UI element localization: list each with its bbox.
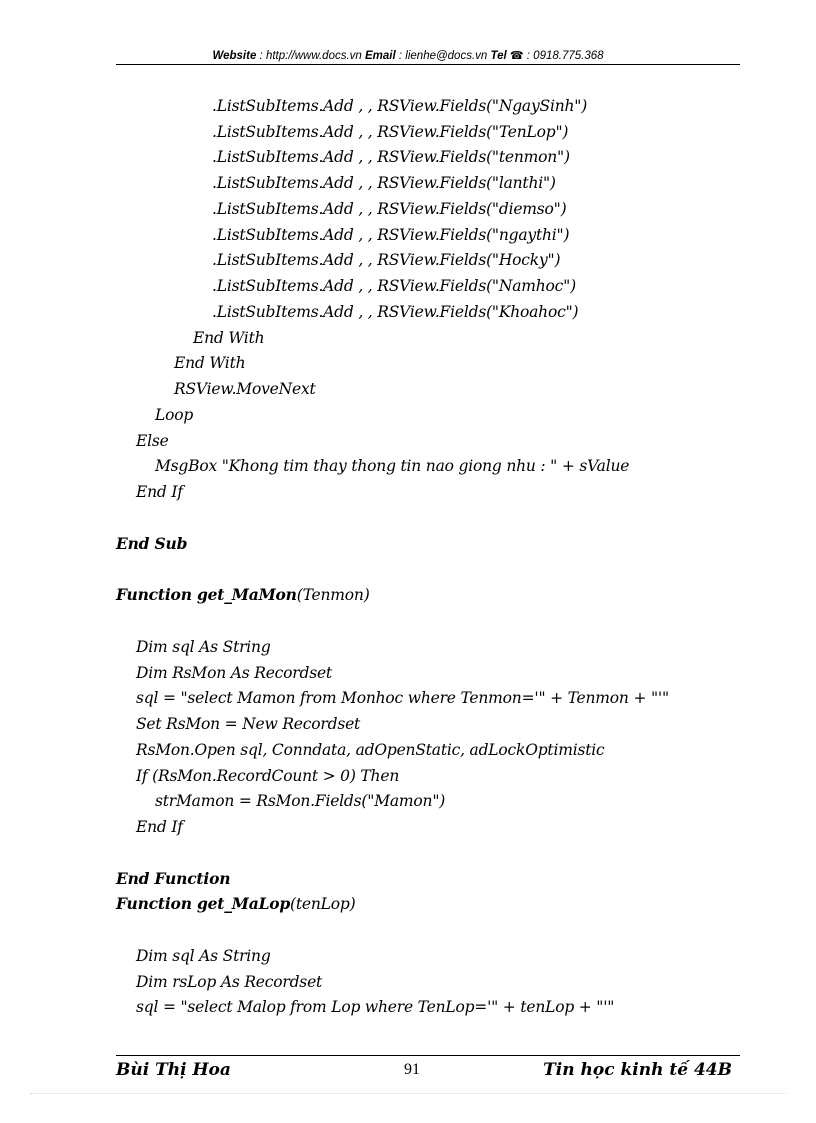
- footer-course: Tin học kinh tế 44B: [543, 1060, 732, 1080]
- code-line: .ListSubItems.Add , , RSView.Fields("NgaySinh"): [212, 97, 588, 115]
- code-line: Else: [136, 432, 169, 450]
- code-line: Dim RsMon As Recordset: [136, 664, 332, 682]
- function-params: (Tenmon): [296, 586, 370, 604]
- code-line: End With: [193, 329, 265, 347]
- email-value: : lienhe@docs.vn: [395, 50, 491, 62]
- code-line: strMamon = RsMon.Fields("Mamon"): [155, 792, 446, 810]
- code-line: End If: [136, 483, 183, 501]
- code-line: .ListSubItems.Add , , RSView.Fields("Khoahoc"): [212, 303, 579, 321]
- code-line: .ListSubItems.Add , , RSView.Fields("tenmon"): [212, 148, 570, 166]
- function-signature: [116, 585, 370, 605]
- page-bottom-divider: [30, 1093, 786, 1094]
- tel-value: : 0918.775.368: [523, 50, 604, 62]
- page-header: [0, 49, 816, 62]
- function-name: Function get_MaMon: [116, 585, 297, 604]
- code-line: RsMon.Open sql, Conndata, adOpenStatic, adLockOptimistic: [136, 741, 605, 759]
- code-line: End If: [136, 818, 183, 836]
- tel-label: Tel: [490, 50, 507, 62]
- code-line: End With: [174, 354, 246, 372]
- code-line: Dim sql As String: [136, 947, 271, 965]
- code-line: sql = "select Malop from Lop where TenLop='" + tenLop + "'": [136, 998, 615, 1016]
- code-line: .ListSubItems.Add , , RSView.Fields("ngaythi"): [212, 226, 570, 244]
- header-rule: [116, 64, 740, 65]
- code-line: If (RsMon.RecordCount > 0) Then: [136, 767, 400, 785]
- website-value: : http://www.docs.vn: [256, 50, 366, 62]
- code-line: .ListSubItems.Add , , RSView.Fields("diemso"): [212, 200, 567, 218]
- function-params: (tenLop): [290, 895, 356, 913]
- function-name: Function get_MaLop: [116, 894, 291, 913]
- code-line: Dim rsLop As Recordset: [136, 973, 323, 991]
- email-label: Email: [365, 50, 396, 62]
- footer-author: Bùi Thị Hoa: [116, 1060, 231, 1080]
- footer-rule: [116, 1055, 740, 1056]
- code-line: Loop: [155, 406, 194, 424]
- code-line: .ListSubItems.Add , , RSView.Fields("Namhoc"): [212, 277, 576, 295]
- end-sub-keyword: End Sub: [116, 534, 188, 553]
- page-number: 91: [404, 1061, 420, 1078]
- code-line: RSView.MoveNext: [174, 380, 316, 398]
- code-line: sql = "select Mamon from Monhoc where Tenmon='" + Tenmon + "'": [136, 689, 669, 707]
- end-function-keyword: End Function: [116, 869, 231, 888]
- code-line: MsgBox "Khong tim thay thong tin nao giong nhu : " + sValue: [155, 457, 630, 475]
- function-signature: [116, 894, 355, 914]
- phone-icon: ☎: [509, 50, 524, 62]
- code-line: Set RsMon = New Recordset: [136, 715, 361, 733]
- code-line: Dim sql As String: [136, 638, 271, 656]
- website-label: Website: [212, 50, 257, 62]
- code-line: .ListSubItems.Add , , RSView.Fields("TenLop"): [212, 123, 569, 141]
- code-line: .ListSubItems.Add , , RSView.Fields("Hocky"): [212, 251, 561, 269]
- code-line: .ListSubItems.Add , , RSView.Fields("lanthi"): [212, 174, 556, 192]
